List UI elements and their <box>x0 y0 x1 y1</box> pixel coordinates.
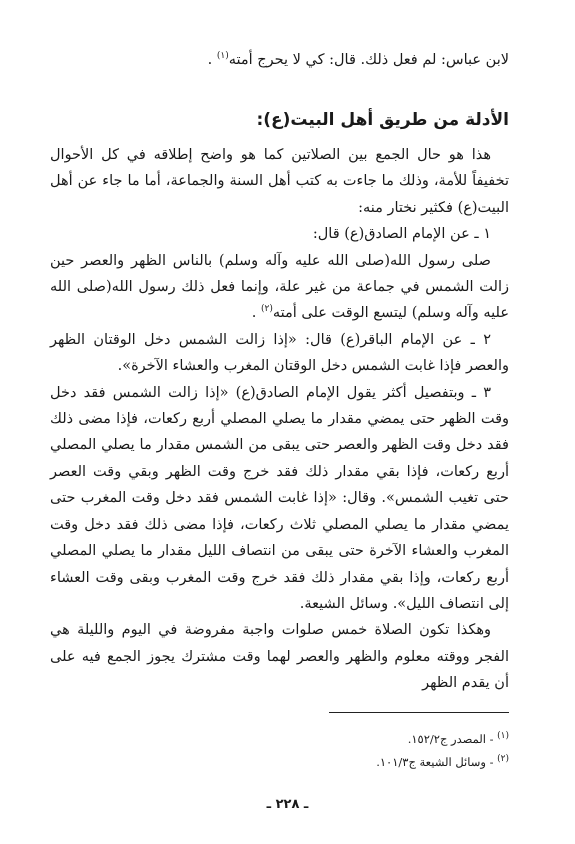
footnote-mark-2[interactable]: (٢) <box>260 304 273 315</box>
footnote-2: $^{(٢)}$ - وسائل الشيعة ج١٠١/٣. <box>376 754 509 769</box>
paragraph-intro: هذا هو حال الجمع بين الصلاتين كما هو واضح إطلاقه في كل الأحوال تخفيفاً للأمة، وذلك ما جاءت به كتب أهل السنة والجماعة، أما ما جاء عن أهل البيت(ع) فكثير نختار منه: <box>50 147 509 216</box>
section-heading: الأدلة من طريق أهل البيت(ع): <box>256 110 509 130</box>
footnotes <box>50 728 509 774</box>
paragraph-item-3: ٣ ـ وبتفصيل أكثر يقول الإمام الصادق(ع) «إذا زالت الشمس فقد دخل وقت الظهر حتى يمضي مقدار ما يصلي المصلي أربع ركعات، فإذا مضى ذلك فقد دخل وقت الظهر والعصر حتى يبقى من الشمس مقدار ما يصلي المصلي أربع ركعات، فإذا بقي مقدار ذلك فقد خرج وقت الظهر وبقي وقت العصر حتى تغيب الشمس». وقال: «إذا غابت الشمس فقد دخل وقت المغرب حتى يمضي مقدار ما يصلي المصلي ثلاث ركعات، فإذا مضى ذلك فقد دخل وقت المغرب والعشاء الآخرة حتى يبقى من انتصاف الليل مقدار ما يصلي المصلي أربع ركعات، وإذا بقي مقدار ذلك فقد خرج وقت المغرب وبقى وقت العشاء إلى انتصاف الليل». وسائل الشيعة. <box>50 384 509 612</box>
footnote-divider <box>329 712 509 713</box>
paragraph-conclusion: وهكذا تكون الصلاة خمس صلوات واجبة مفروضة في اليوم والليلة هي الفجر ووقته معلوم والظهر والعصر لهما وقت مشترك يجوز الجمع فيه على أن يقدم الظهر <box>50 622 509 692</box>
intro-text: لابن عباس: لم فعل ذلك. قال: كي لا يحرج أمته <box>228 52 509 68</box>
footnote-mark-1[interactable]: (١) <box>216 51 229 62</box>
footnote-1: $^{(١)}$ - المصدر ج١٥٢/٢. <box>407 731 509 746</box>
paragraph-item-1: ١ ـ عن الإمام الصادق(ع) قال: <box>312 226 491 243</box>
paragraph-hadith-1: صلى رسول الله(صلى الله عليه وآله وسلم) بالناس الظهر والعصر حين زالت الشمس في جماعة من غير علة، وإنما فعل ذلك رسول الله(صلى الله عليه وآله وسلم) ليتسع الوقت على أمته$^{(٢)}$ . <box>50 252 509 322</box>
intro-line: لابن عباس: لم فعل ذلك. قال: كي لا يحرج أمته$^{(١)}$ . <box>207 51 509 68</box>
page-number: ـ ٢٢٨ ـ <box>266 797 309 812</box>
paragraph-item-2: ٢ ـ عن الإمام الباقر(ع) قال: «إذا زالت الشمس دخل الوقتان الظهر والعصر فإذا غابت الشمس دخل الوقتان المغرب والعشاء الآخرة». <box>50 331 509 375</box>
body-text <box>50 142 509 697</box>
